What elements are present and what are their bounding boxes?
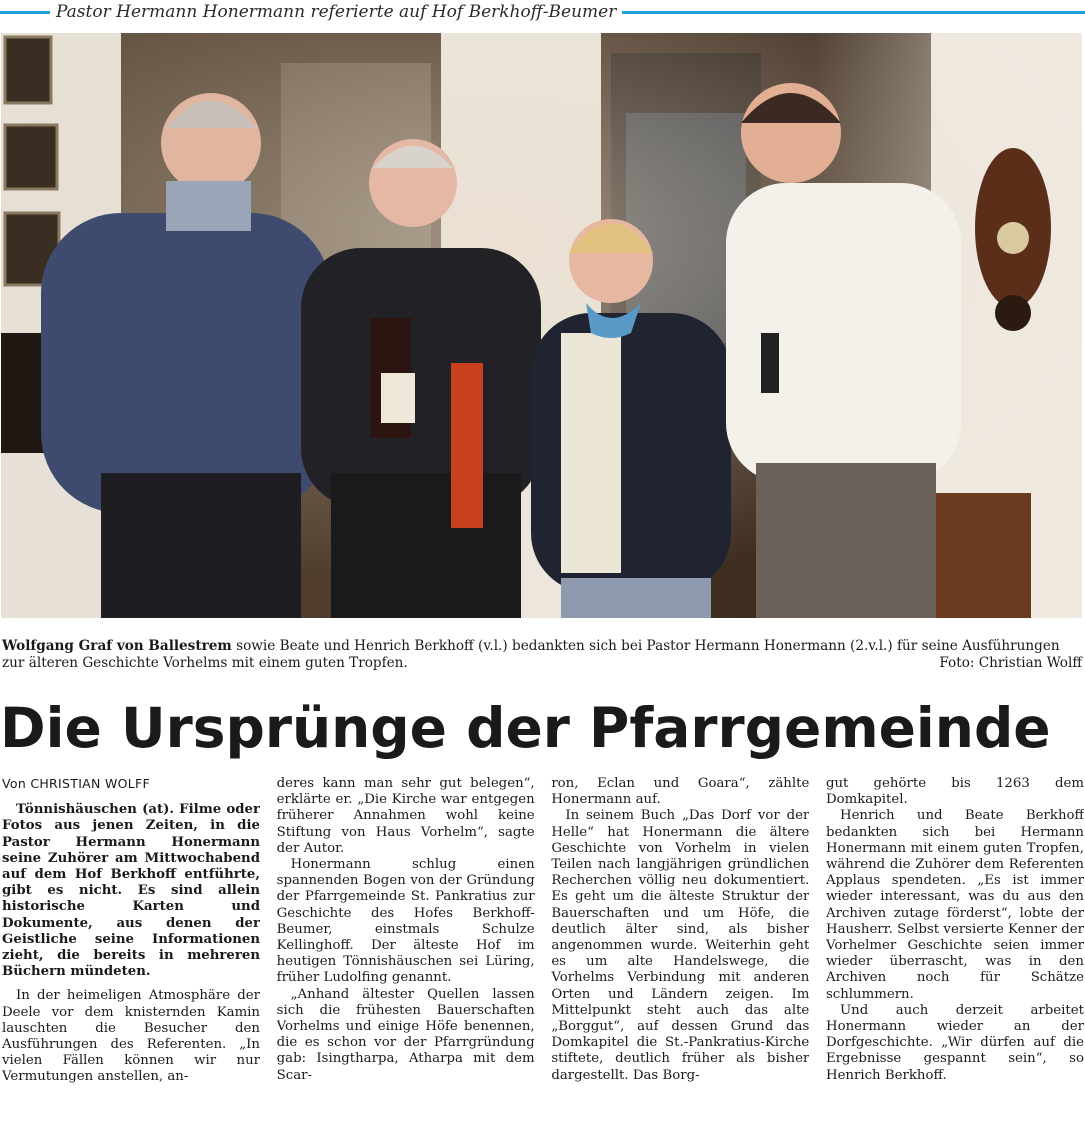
article-column-2 [277,776,535,1124]
kicker-line [0,0,1085,24]
article-column-1 [2,776,260,1124]
article-column-3 [551,776,809,1124]
kicker-rule-left [0,11,50,14]
article-paragraph: Henrich und Beate Berkhoff bedankten sich bei Hermann Honermann mit einem guten Tropfen, während die Zuhörer dem Referenten Applaus spendeten. „Es ist immer wieder interessant, was du aus den Archiven zutage förderst“, lobte der Hausherr. Selbst versierte Kenner der Vorhelmer Geschichte seien immer wieder überrascht, was in den Archiven noch für Schätze schlummern. [825,808,1084,1002]
kicker-text: Pastor Hermann Honermann referierte auf Hof Berkhoff-Beumer [56,2,617,22]
article-paragraph: In der heimeligen Atmosphäre der Deele vor dem knisternden Kamin lauschten die Besucher den Ausführungen des Referenten. „In vielen Fällen können wir nur Vermutungen anstellen, an- [2,988,260,1085]
photo-illustration [1,33,1082,618]
article-paragraph: „Anhand ältester Quellen lassen sich die frühesten Bauerschaften Vorhelms und einige Höfe benennen, die es schon vor der Pfarrgründung gab: Isingtharpa, Atharpa mit dem Scar- [276,986,535,1083]
caption-text: sowie Beate und Henrich Berkhoff (v.l.) bedankten sich bei Pastor Hermann Honermann (2.v.l.) für seine Ausführungen zur älteren Geschichte Vorhelms mit einem guten Tropfen. [2,638,1060,671]
caption-names: Wolfgang Graf von Ballestrem [2,638,232,654]
article-paragraph: ron, Eclan und Goara“, zählte Honermann auf. [551,776,810,808]
article-paragraph: Und auch derzeit arbeitet Honermann wieder an der Dorfgeschichte. „Wir dürfen auf die Ergebnisse gespannt sein“, so Henrich Berkhoff. [825,1002,1084,1083]
article-lead: Tönnishäuschen (at). Filme oder Fotos aus jenen Zeiten, in die Pastor Hermann Honermann seine Zuhörer am Mittwochabend auf dem Hof Berkhoff entführte, gibt es nicht. Es sind allein historische Karten und Dokumente, aus denen der Geistliche seine Informationen zieht, die bereits in mehreren Büchern mündeten. [2,802,260,980]
photo-credit: Foto: Christian Wolff [939,655,1082,671]
headline: Die Ursprünge der Pfarrgemeinde [0,696,1051,760]
article-paragraph: gut gehörte bis 1263 dem Domkapitel. [825,776,1084,808]
photo-caption [2,638,1082,672]
article-body [2,776,1084,1124]
article-paragraph: deres kann man sehr gut belegen“, erklärte er. „Die Kirche war entgegen früherer Annahmen wohl keine Stiftung von Haus Vorhelm“, sagte der Autor. [276,776,535,856]
article-column-4 [826,776,1084,1124]
kicker-rule-right [622,11,1085,14]
article-paragraph: Honermann schlug einen spannenden Bogen von der Gründung der Pfarrgemeinde St. Pankratius zur Geschichte des Hofes Berkhoff-Beumer, einstmals Schulze Kellinghoff. Der älteste Hof im heutigen Tönnishäuschen sei Lüring, früher Ludolfing genannt. [276,857,535,986]
article-paragraph: In seinem Buch „Das Dorf vor der Helle“ hat Honermann die ältere Geschichte von Vorhelm in vielen Teilen nach langjährigen gründlichen Recherchen völlig neu dokumentiert. Es geht um die älteste Struktur der Bauerschaften und um Höfe, die deutlich älter sind, als bisher angenommen wurde. Weiterhin geht es um alte Handelswege, die Vorhelms Verbindung mit anderen Orten und Ländern zeigen. Im Mittelpunkt steht auch das alte „Borggut“, auf dessen Grund das Domkapitel die St.-Pankratius-Kirche stiftete, deutlich früher als bisher dargestellt. Das Borg- [551,808,810,1083]
byline: Von CHRISTIAN WOLFF [2,776,150,791]
article-photo [1,33,1082,618]
